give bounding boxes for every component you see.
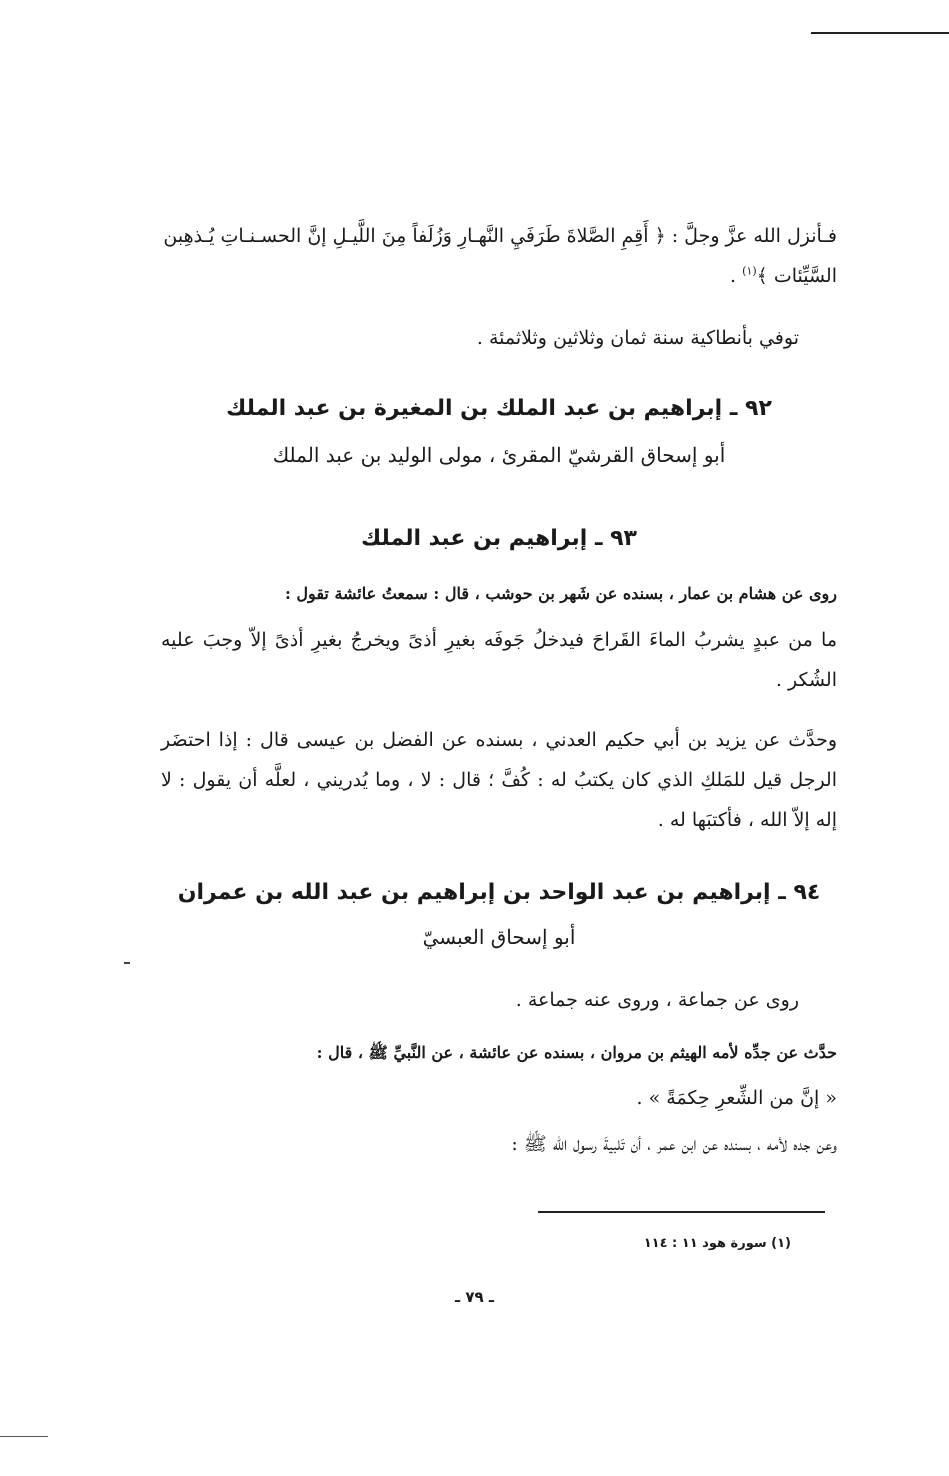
entry-93-isnad: روى عن هشام بن عمار ، بسنده عن شَهر بن حوشب ، قال : سمعتُ عائشة تقول : — [284, 584, 837, 603]
intro-line-2-end: . — [730, 265, 743, 287]
footnote-rule — [538, 1211, 825, 1213]
entry-94-hadith: « إنَّ من الشِّعرِ حِكمَةً » . — [636, 1087, 837, 1109]
entry-92-heading: ٩٢ ـ إبراهيم بن عبد الملك بن المغيرة بن عبد الملك — [226, 396, 772, 421]
intro-paragraph — [161, 216, 837, 296]
bottom-edge-rule — [0, 1436, 48, 1437]
entry-92-subheading: أبو إسحاق القرشيّ المقرئ ، مولى الوليد بن عبد الملك — [272, 443, 726, 467]
page-number: ـ ٧٩ ـ — [454, 1288, 495, 1306]
entry-94-heading: ٩٤ ـ إبراهيم بن عبد الواحد بن إبراهيم بن عبد الله بن عمران — [177, 880, 821, 905]
entry-94-line-1: روى عن جماعة ، وروى عنه جماعة . — [515, 989, 799, 1011]
entry-94-isnad: حدَّث عن جدِّه لأمه الهيثم بن مروان ، بسنده عن عائشة ، عن النَّبيِّ ﷺ ، قال : — [316, 1043, 837, 1062]
footnote: (١) سورة هود ١١ : ١١٤ — [643, 1236, 791, 1251]
footnote-marker: (١) — [742, 264, 757, 278]
entry-94-line-2: وعن جده لأمه ، بسنده عن ابن عمر ، أن تَلبيةَ رسول الله ﷺ : — [511, 1133, 837, 1155]
top-rule — [811, 32, 949, 34]
entry-93-heading: ٩٣ ـ إبراهيم بن عبد الملك — [361, 526, 637, 551]
intro-line-2: السَّيِّئات ﴾ — [756, 265, 837, 287]
intro-line-1: فـأنزل الله عزَّ وجلَّ : ﴿ أَقِمِ الصَّلاةَ طَرَفَيِ النَّهـارِ وَزُلَفاً مِنَ اللَّيـلِ إنَّ الحسـنـاتِ يُـذهِبن — [163, 225, 837, 247]
margin-mark — [124, 962, 130, 964]
entry-94-subheading: أبو إسحاق العبسيّ — [422, 925, 576, 949]
entry-93-hadith: ما من عبدٍ يشربُ الماءَ القَراحَ فيدخلُ جَوفَه بغيرِ أذىً ويخرجُ بغيرِ أذىً إلاّ وجبَ عليه الشُكر . — [161, 629, 837, 691]
entry-93-narration: وحدَّث عن يزيد بن أبي حكيم العدني ، بسنده عن الفضل بن عيسى قال : إذا احتضَر الرجل قيل للمَلكِ الذي كان يكتبُ له : كُفَّ ؛ قال : لا ، وما يُدريني ، لعلَّه أن يقول : لا إله إلاّ الله ، فأكتبَها له . — [161, 729, 837, 831]
death-note: توفي بأنطاكية سنة ثمان وثلاثين وثلاثمئة . — [476, 327, 799, 349]
